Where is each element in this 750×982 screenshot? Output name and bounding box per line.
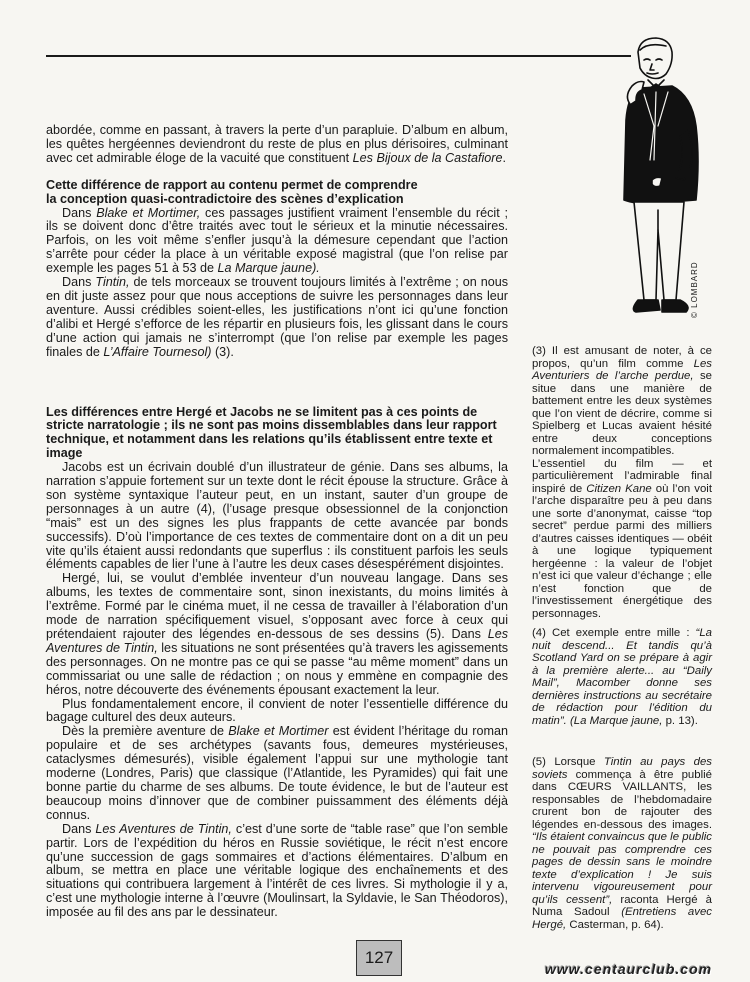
page-number: 127 <box>356 940 402 976</box>
paragraph: Hergé, lui, se voulut d’emblée inventeur d’un nouveau langage. Dans ses albums, les textes de commentaire sont, sinon inexistants, du moins limités à l’extrême. Formé par le cinéma muet, il ne cessa de travailler à l’élaboration d’un mode de narration spécifiquement visuel, s’opposant avec force à ceux qui prétendaient rajouter des légendes en-dessous de ses dessins (5). Dans Les Aventures de Tintin, les situations ne sont présentées qu’à travers les agissements des personnages. On ne montre pas ce qui se passe “au même moment” dans un commissariat ou une salle de rédaction ; on nous y emmène en compagnie des héros, notre découverte des événements épousant exactement la leur. <box>46 571 509 697</box>
footnote-4: (4) Cet exemple entre mille : “La nuit descend... Et tandis qu’à Scotland Yard on se prépare à agir à la première alerte... au “Daily Mail”, Macomber donne ses dernières instructions au secrétaire de rédaction pour l’édition du matin”. (La Marque jaune, p. 13). <box>532 627 712 727</box>
section-heading: Les différences entre Hergé et Jacobs ne se limitent pas à ces points de stricte narratologie ; ils ne sont pas moins dissemblables dans leur rapport technique, et notamment dans les relations qu’ils établissent entre texte et image <box>46 404 497 461</box>
top-rule <box>46 55 631 57</box>
footnote-3: (3) Il est amusant de noter, à ce propos, qu’un film comme Les Aventuriers de l’arche perdue, se situe dans une manière de battement entre les deux systèmes que l’on vient de décrire, comme si Spielberg et Lucas avaient hésité entre deux conceptions normalement incompatibles. L’essentiel du film — et particulièrement l’admirable final inspiré de Citizen Kane où l’on voit l’arche disparaître peu à peu dans une sorte d’anonymat, caisse “top secret” perdue parmi des milliers d’autres caisses identiques — obéit à une logique typiquement hergéenne : la valeur de l’objet n’est ici que valeur d’échange ; elle n’est fonction que de l’investissement énergétique des personnages. <box>532 345 712 620</box>
paragraph: Dans Les Aventures de Tintin, c’est d’une sorte de “table rase” que l’on semble partir. Lors de l’expédition du héros en Russie soviétique, le récit n’est encore qu’une succession de gags sommaires et d’actions élémentaires. D’album en album, se mettra en place une véritable logique des enchaînements et des situations qui contribuera largement à l’intérêt de ces livres. Si mythologie il y a, c’est une mythologie interne à l’œuvre (Moulinsart, la Syldavie, le San Théodoros), imposée au fil des ans par le dessinateur. <box>46 821 508 920</box>
paragraph: Dès la première aventure de Blake et Mortimer est évident l’héritage du roman populaire et de ses archétypes (savants fous, demeures mystérieuses, cataclysmes démesurés), visible également l’appui sur une mythologie tant moderne (Londres, Paris) que classique (l’Atlantide, les Pyramides) qui fait une bonne partie du charme de ses albums. De toute évidence, le but de l’auteur est beaucoup moins d’innover que de combiner puissamment des éléments déjà connus. <box>46 724 508 822</box>
watermark: www.centaurclub.com <box>545 961 713 977</box>
paragraph: abordée, comme en passant, à travers la perte d’un parapluie. D’album en album, les quêtes hergéennes deviendront du reste de plus en plus dérisoires, culminant avec cet admirable éloge de la vacuité que constituent Les Bijoux de la Castafiore. <box>46 123 508 165</box>
paragraph: Dans Blake et Mortimer, ces passages justifient vraiment l’ensemble du récit ; ils se doivent donc d’être traités avec tout le sérieux et la minutie nécessaires. Parfois, on les voit même s’enfler jusqu’à la démesure cependant que l’action s’arrête pour céder la place à un véritable exposé magistral (que l’on relise par exemple les pages 51 à 53 de La Marque jaune). <box>46 205 508 276</box>
footnote-5: (5) Lorsque Tintin au pays des soviets commença à être publié dans CŒURS VAILLANTS, les responsables de l’hebdomadaire crurent bon de rajouter des légendes en-dessous des images. “Ils étaient convaincus que le public ne pouvait pas comprendre ces pages de dessin sans le moindre texte d’explication ! Je suis intervenu vigoureusement pour qu’ils cessent”, raconta Hergé à Numa Sadoul (Entretiens avec Hergé, Casterman, p. 64). <box>532 756 713 931</box>
illustration-credit: © LOMBARD <box>690 261 699 318</box>
mortimer-illustration <box>600 30 720 330</box>
section-heading: Cette différence de rapport au contenu permet de comprendre la conception quasi-contradictoire des scènes d’explication <box>46 177 418 206</box>
paragraph: Jacobs est un écrivain doublé d’un illustrateur de génie. Dans ses albums, la narration s’appuie fortement sur un texte dont le récit épouse la structure. Grâce à son système syntaxique l’auteur peut, en un instant, sauter d’un groupe de personnages à un autre (4), (l’usage presque obsessionnel de la conjonction “mais” est un des signes les plus frappants de cette avancée par bonds successifs). D’où l’importance de ces textes de commentaire dont on a dit un peu vite qu’ils étaient aussi redondants que superflus : ils constituent parfois les seuls éléments capables de lier l’une à l’autre les deux cases désespérément disjointes. <box>46 460 508 572</box>
paragraph: Dans Tintin, de tels morceaux se trouvent toujours limités à l’extrême ; on nous en dit juste assez pour que nous acceptions de suivre les personnages dans leur aventure. Aussi crédibles soient-elles, les justifications n’ont ici qu’une fonction d’alibi et Hergé s’efforce de les répartir en plusieurs fois, les glissant dans le cours d’une action qui jamais ne s’interrompt (que l’on relise par exemple les pages finales de L’Affaire Tournesol) (3). <box>46 275 509 359</box>
paragraph: Plus fondamentalement encore, il convient de noter l’essentielle différence du bagage culturel des deux auteurs. <box>46 696 508 725</box>
main-column <box>46 124 508 920</box>
